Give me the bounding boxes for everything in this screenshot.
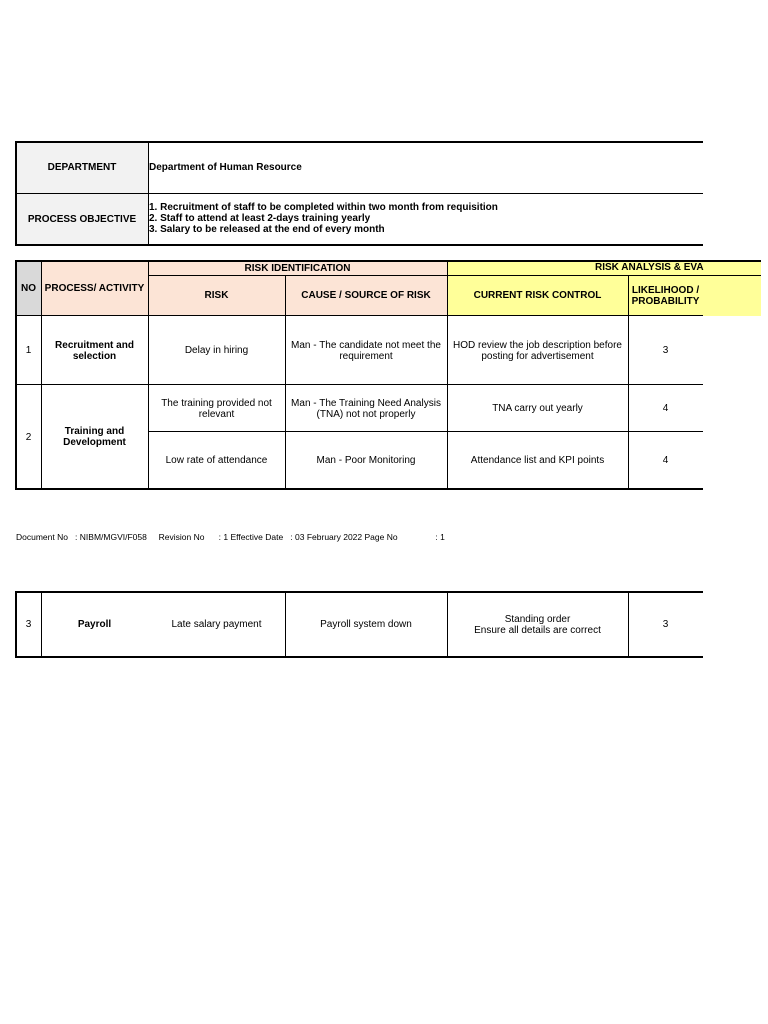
p2-row-no: 3	[25, 619, 32, 630]
header-control: CURRENT RISK CONTROL	[473, 290, 602, 301]
p2-row-process: Payroll	[77, 619, 112, 630]
border	[41, 260, 42, 490]
row3-likelihood: 4	[662, 455, 669, 466]
border	[285, 275, 286, 490]
border	[447, 260, 448, 490]
objective-item: 3. Salary to be released at the end of every month	[149, 224, 385, 235]
row2-risk: The training provided not relevant	[161, 397, 272, 420]
row3-cause: Man - Poor Monitoring	[316, 455, 416, 466]
row1-control: HOD review the job description before posting for advertisement	[453, 339, 622, 362]
border	[15, 591, 17, 658]
row1-cause: Man - The candidate not meet the requirement	[291, 339, 441, 362]
row2-cause: Man - The Training Need Analysis (TNA) not not properly	[291, 397, 441, 420]
p2-row-likelihood: 3	[662, 619, 669, 630]
objective-item: 2. Staff to attend at least 2-days training yearly	[149, 213, 371, 224]
row1-risk: Delay in hiring	[184, 345, 249, 356]
objective-item: 1. Recruitment of staff to be completed within two month from requisition	[149, 202, 498, 213]
border	[447, 591, 448, 658]
p2-row-risk: Late salary payment	[171, 619, 262, 630]
border	[148, 141, 149, 246]
border	[16, 656, 703, 658]
p2-row-control: Standing order Ensure all details are correct	[474, 613, 601, 636]
objective-list	[149, 202, 703, 235]
objective-label: PROCESS OBJECTIVE	[27, 213, 137, 225]
border	[16, 384, 703, 385]
border	[16, 193, 148, 194]
row1-process: Recruitment and selection	[55, 339, 134, 362]
border	[16, 488, 703, 490]
border	[148, 275, 761, 276]
header-risk: RISK	[204, 290, 229, 301]
border	[148, 193, 703, 194]
border	[15, 141, 17, 246]
border	[285, 591, 286, 658]
group-risk-analysis: RISK ANALYSIS & EVA	[595, 262, 704, 273]
border	[628, 275, 629, 490]
header-no: NO	[21, 283, 36, 294]
header-process: PROCESS/ ACTIVITY	[44, 283, 145, 294]
department-value: Department of Human Resource	[149, 162, 302, 173]
header-cause: CAUSE / SOURCE OF RISK	[301, 290, 431, 301]
row1-likelihood: 3	[662, 345, 669, 356]
row3-control: Attendance list and KPI points	[470, 455, 605, 466]
group-risk-identification: RISK IDENTIFICATION	[244, 262, 351, 274]
border	[16, 141, 703, 143]
border	[15, 260, 17, 490]
row1-no: 1	[25, 345, 32, 356]
border	[628, 591, 629, 658]
row2-likelihood: 4	[662, 403, 669, 414]
border	[16, 260, 761, 262]
row2-process: Training and Development	[63, 426, 126, 448]
border	[41, 591, 42, 658]
border	[16, 315, 703, 316]
p2-row-cause: Payroll system down	[320, 619, 412, 630]
border	[16, 244, 703, 246]
row2-no: 2	[25, 431, 32, 443]
row2-control: TNA carry out yearly	[492, 403, 583, 414]
department-label: DEPARTMENT	[47, 162, 117, 173]
border	[16, 591, 703, 593]
header-likelihood: LIKELIHOOD / PROBABILITY	[631, 284, 700, 307]
border	[148, 431, 703, 432]
document-footer: Document No : NIBM/MGVI/F058 Revision No : 1 Effective Date : 03 February 2022 Page No : 1	[16, 532, 445, 542]
border	[148, 260, 149, 490]
row3-risk: Low rate of attendance	[165, 455, 268, 466]
